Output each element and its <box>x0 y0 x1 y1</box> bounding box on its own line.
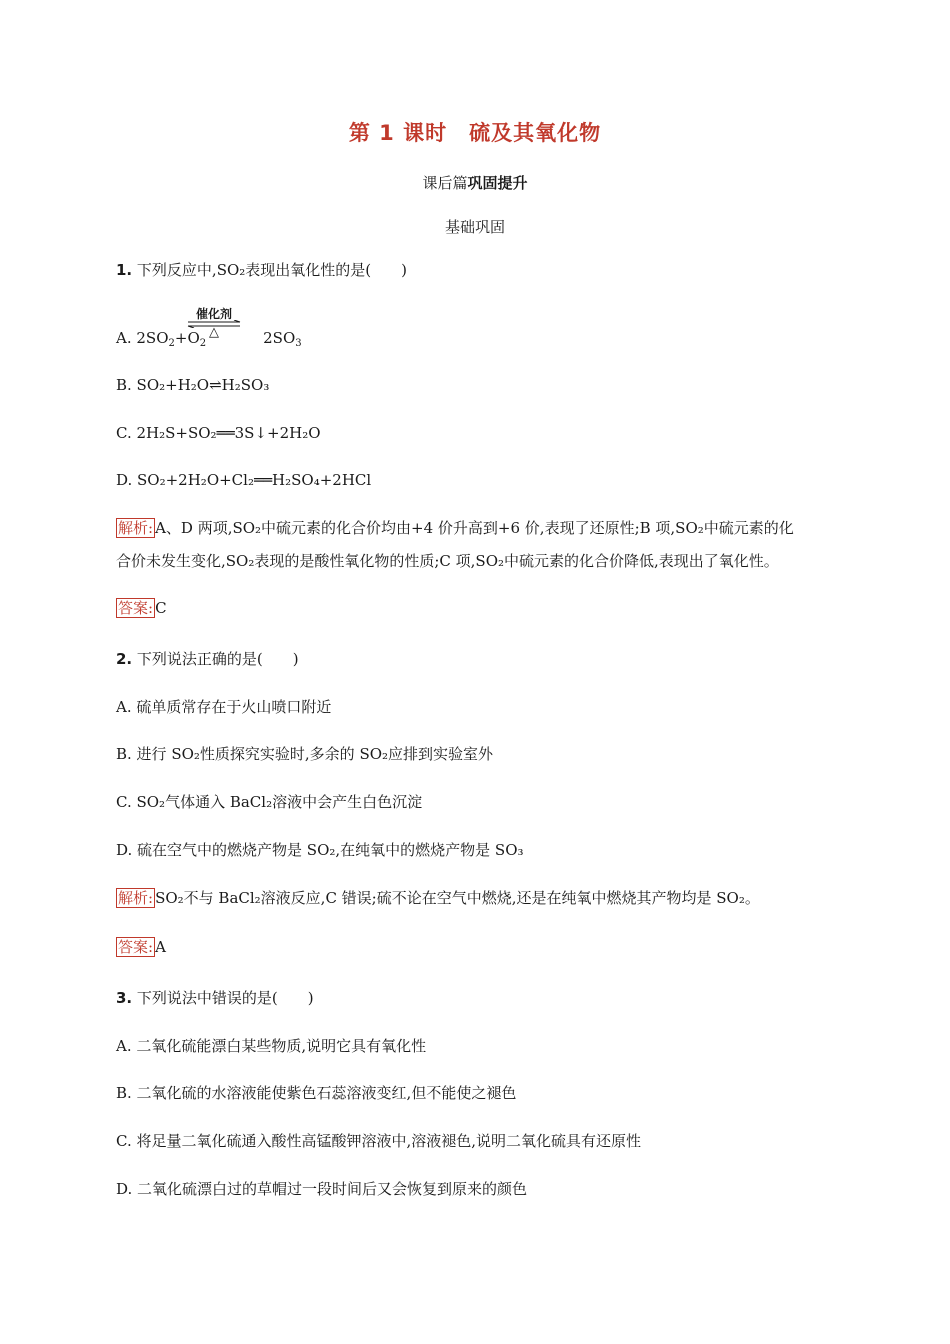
question-3-option-b: B. 二氧化硫的水溶液能使紫色石蕊溶液变红,但不能使之褪色 <box>116 1084 517 1102</box>
analysis-text: SO₂不与 BaCl₂溶液反应,C 错误;硫不论在空气中燃烧,还是在纯氧中燃烧其产物均是 SO₂。 <box>155 889 760 907</box>
analysis-tag: 解析: <box>118 519 154 537</box>
subscript: 2 <box>199 338 207 349</box>
question-3-stem <box>116 988 846 1008</box>
question-text: 下列反应中,SO₂表现出氧化性的是( ) <box>136 261 407 279</box>
question-3-option-a: A. 二氧化硫能漂白某些物质,说明它具有氧化性 <box>116 1037 427 1055</box>
catalyst-label: 催化剂 <box>195 307 232 321</box>
question-1-answer <box>116 598 846 618</box>
analysis-tag: 解析: <box>118 889 154 907</box>
option-a-text: A. 2SO <box>116 329 169 347</box>
subtitle-bold: 巩固提升 <box>467 174 528 192</box>
answer-tag: 答案: <box>118 938 154 956</box>
analysis-text: A、D 两项,SO₂中硫元素的化合价均由+4 价升高到+6 价,表现了还原性;B 项,SO₂中硫元素的化 <box>155 519 794 537</box>
page-subtitle <box>0 172 950 193</box>
question-1-option-d: D. SO₂+2H₂O+Cl₂══H₂SO₄+2HCl <box>116 471 372 489</box>
question-1-option-b: B. SO₂+H₂O⇌H₂SO₃ <box>116 376 270 394</box>
question-2-option-b: B. 进行 SO₂性质探究实验时,多余的 SO₂应排到实验室外 <box>116 745 494 763</box>
question-text: 下列说法中错误的是( ) <box>136 989 314 1007</box>
option-a-product: 2SO <box>263 329 296 347</box>
answer-tag: 答案: <box>118 599 154 617</box>
question-2-analysis <box>116 888 846 908</box>
answer-value: A <box>155 938 166 956</box>
question-2-stem <box>116 649 846 669</box>
question-2-answer <box>116 937 846 957</box>
question-1-analysis <box>116 518 846 538</box>
subscript: 2 <box>168 338 175 349</box>
question-number: 2. <box>116 650 133 668</box>
section-heading: 基础巩固 <box>444 218 505 236</box>
question-1-analysis-cont: 合价未发生变化,SO₂表现的是酸性氧化物的性质;C 项,SO₂中硫元素的化合价降低,表现出了氧化性。 <box>116 552 779 570</box>
question-1-option-c: C. 2H₂S+SO₂══3S↓+2H₂O <box>116 424 321 442</box>
question-number: 1. <box>116 261 133 279</box>
question-1-option-a <box>116 328 846 348</box>
question-2-option-c: C. SO₂气体通入 BaCl₂溶液中会产生白色沉淀 <box>116 793 423 811</box>
question-text: 下列说法正确的是( ) <box>136 650 299 668</box>
question-1-stem <box>116 260 846 280</box>
subscript: 3 <box>295 338 302 349</box>
subtitle-normal: 课后篇 <box>422 174 468 192</box>
answer-value: C <box>155 599 167 617</box>
question-number: 3. <box>116 989 133 1007</box>
question-3-option-c: C. 将足量二氧化硫通入酸性高锰酸钾溶液中,溶液褪色,说明二氧化硫具有还原性 <box>116 1132 642 1150</box>
heat-label: △ <box>209 325 219 340</box>
page-title: 第 1 课时 硫及其氧化物 <box>348 121 602 145</box>
option-a-text: +O <box>174 329 200 347</box>
question-2-option-a: A. 硫单质常存在于火山喷口附近 <box>116 698 332 716</box>
question-2-option-d: D. 硫在空气中的燃烧产物是 SO₂,在纯氧中的燃烧产物是 SO₃ <box>116 841 524 859</box>
question-3-option-d: D. 二氧化硫漂白过的草帽过一段时间后又会恢复到原来的颜色 <box>116 1180 528 1198</box>
